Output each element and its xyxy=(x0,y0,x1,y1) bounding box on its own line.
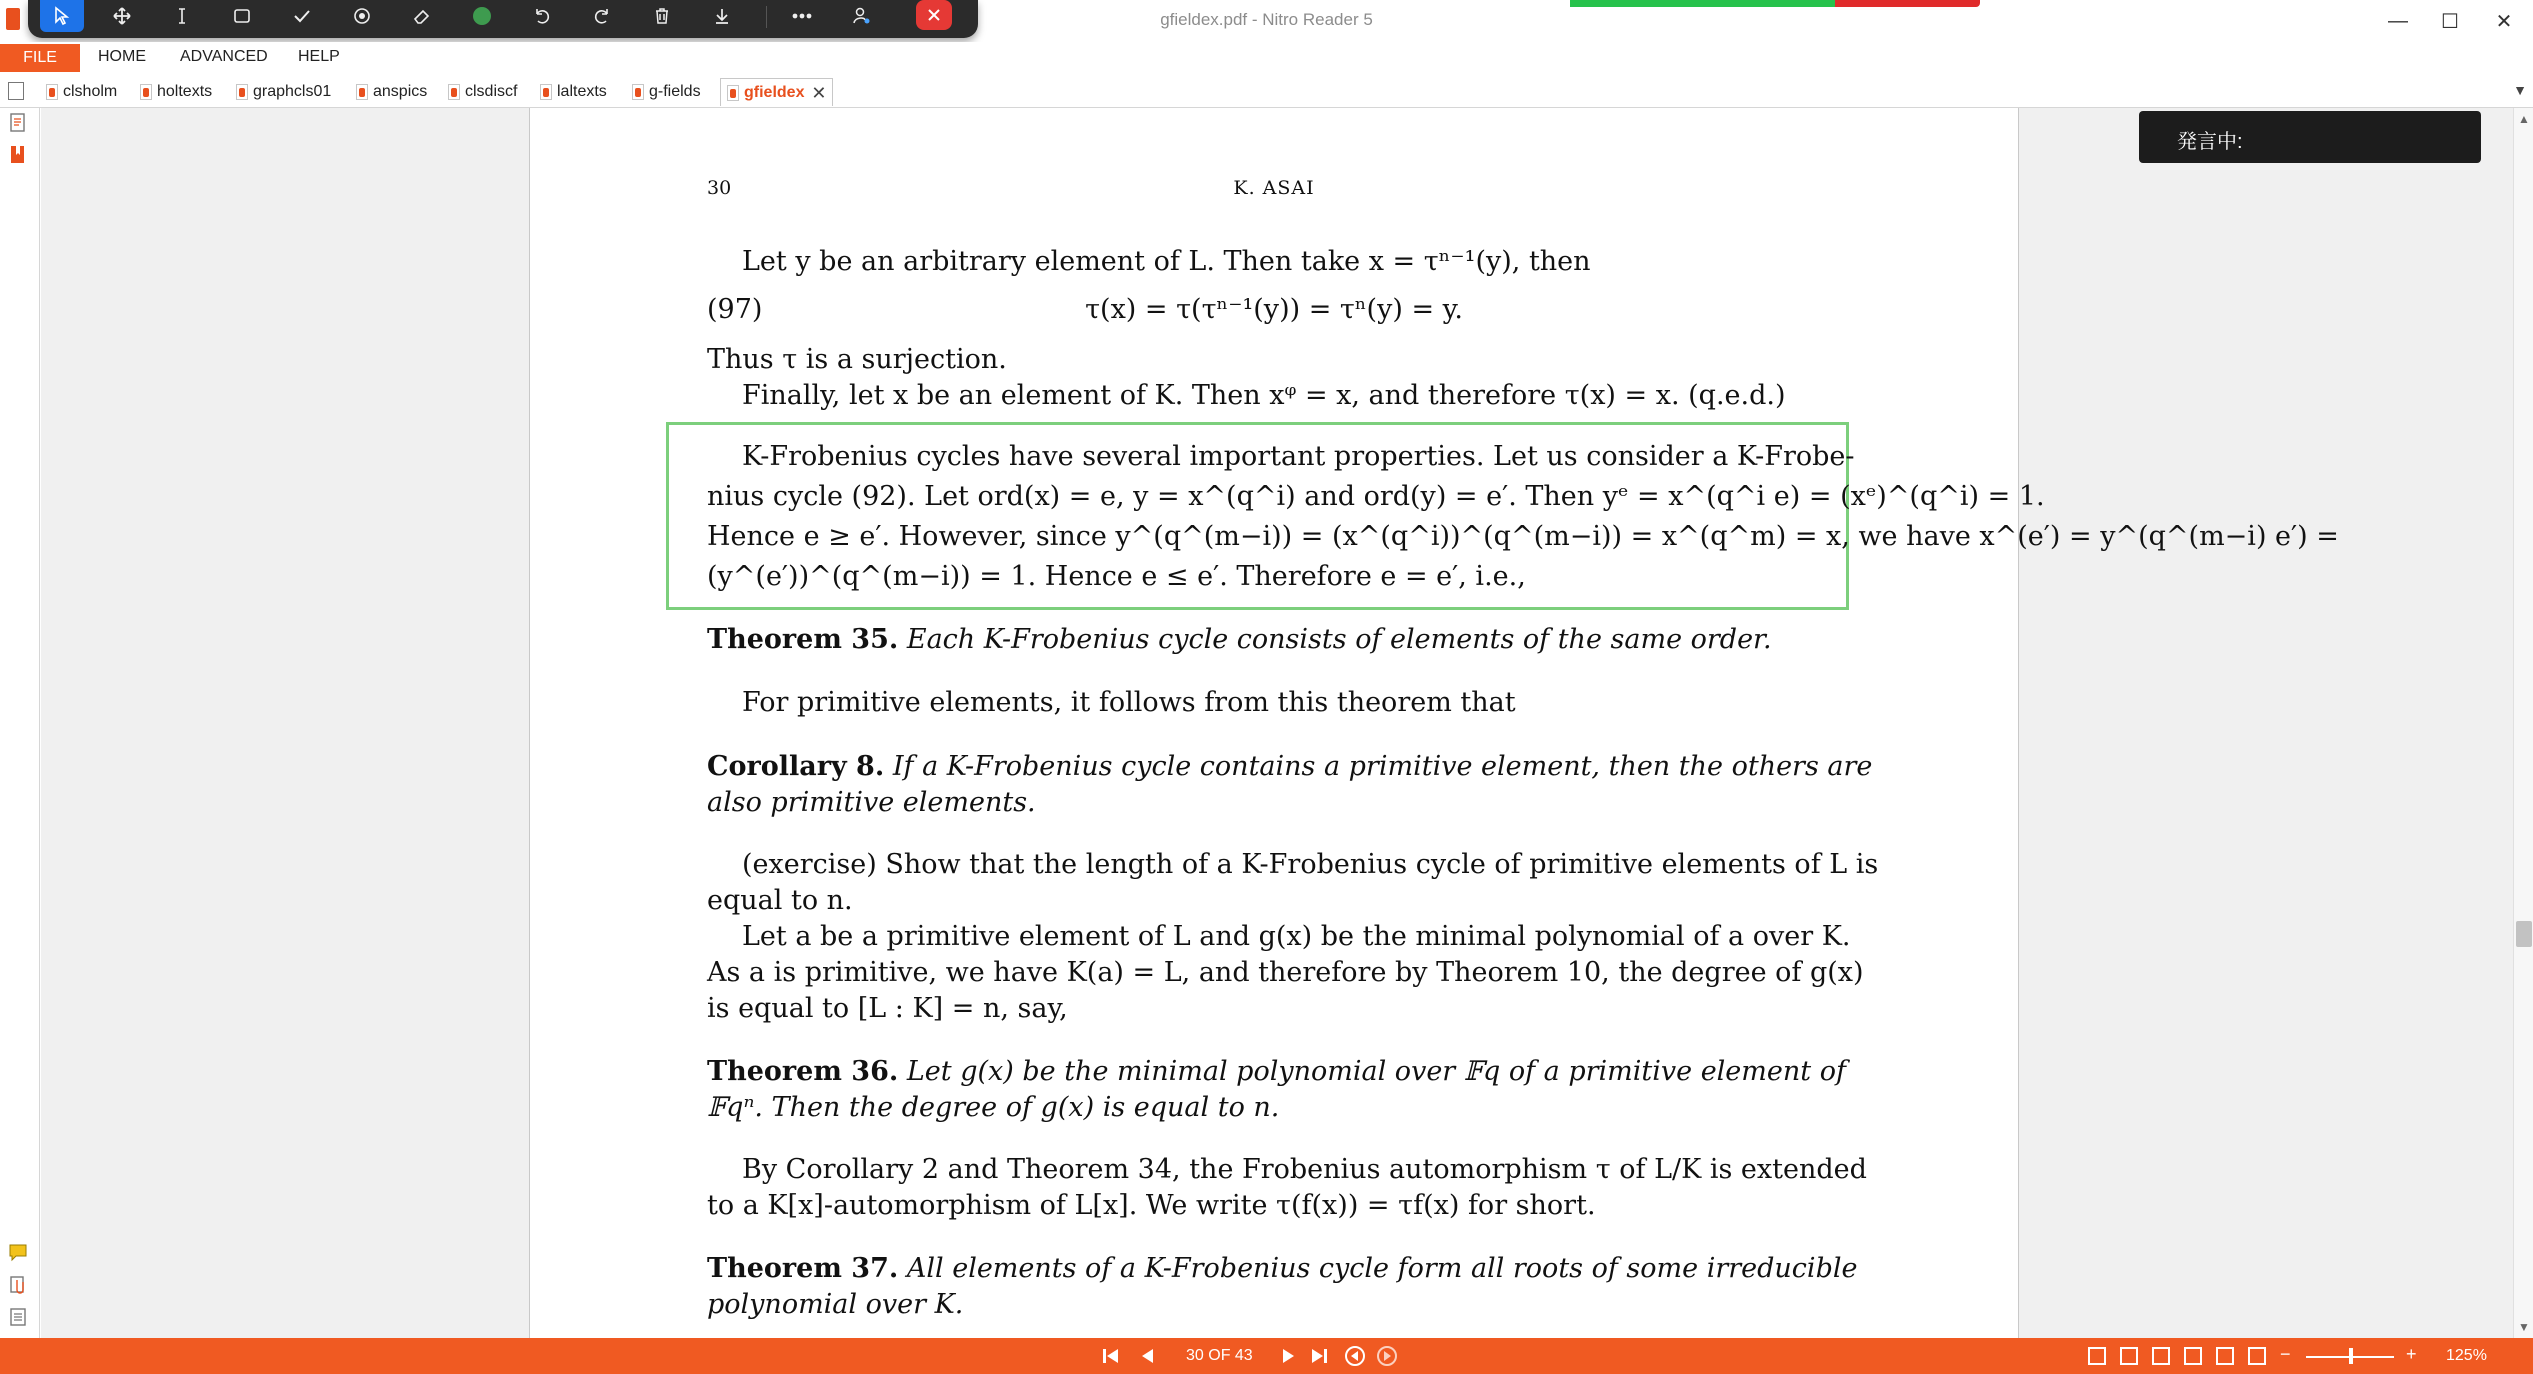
eraser-tool-button[interactable] xyxy=(400,0,444,32)
eraser-icon xyxy=(412,6,432,26)
move-icon xyxy=(112,6,132,26)
status-bar xyxy=(0,1338,2533,1374)
speech-status-overlay: 発言中: xyxy=(2139,111,2481,163)
forward-circle-icon xyxy=(1376,1345,1398,1367)
text-line: K-Frobenius cycles have several important properties. Let us consider a K-Frobe- xyxy=(742,441,1855,472)
menu-advanced[interactable]: ADVANCED xyxy=(180,48,268,65)
text-line: also primitive elements. xyxy=(707,787,1036,818)
presenter-button[interactable] xyxy=(840,0,884,32)
document-tabs xyxy=(0,74,2533,108)
bookmarks-panel-icon[interactable] xyxy=(8,144,28,166)
window-title: gfieldex.pdf - Nitro Reader 5 xyxy=(1160,10,1373,29)
tab-g-fields[interactable] xyxy=(632,78,701,106)
full-screen-icon[interactable] xyxy=(2248,1347,2266,1365)
text-line: Hence e ≥ e′. However, since y^(q^(m−i)) = (x^(q^i))^(q^(m−i)) = x^(q^m) = x, we have x^(e′) = y^(q^(m−i) e′) = xyxy=(707,521,2339,552)
theorem-36 xyxy=(707,1054,1846,1090)
tab-label: laltexts xyxy=(557,83,607,100)
pointer-icon xyxy=(52,6,72,26)
output-panel-icon[interactable] xyxy=(8,1306,28,1328)
tab-label: holtexts xyxy=(157,83,213,100)
left-panel-rail xyxy=(0,108,40,1338)
fit-width-icon[interactable] xyxy=(2216,1347,2234,1365)
menu-home[interactable]: HOME xyxy=(98,48,146,65)
tab-list-dropdown-icon[interactable]: ▼ xyxy=(2513,82,2527,98)
attachments-panel-icon[interactable] xyxy=(8,1274,28,1296)
tab-label: clsdiscf xyxy=(465,83,518,100)
delete-button[interactable] xyxy=(640,0,684,32)
text-line: polynomial over K. xyxy=(707,1289,964,1320)
theorem-heading: Theorem 36. xyxy=(707,1056,899,1087)
text-line: to a K[x]-automorphism of L[x]. We write τ(f(x)) = τf(x) for short. xyxy=(707,1190,1596,1221)
color-dot-icon xyxy=(471,5,493,27)
pdf-file-icon xyxy=(632,84,644,100)
page-indicator[interactable]: 30 OF 43 xyxy=(1186,1347,1253,1364)
pdf-file-icon xyxy=(448,84,460,100)
back-view-button[interactable] xyxy=(1344,1345,1366,1367)
text-line: Thus τ is a surjection. xyxy=(707,344,1007,375)
toolbar-separator xyxy=(766,6,767,28)
facing-continuous-view-icon[interactable] xyxy=(2184,1347,2202,1365)
person-gear-icon xyxy=(852,6,872,26)
pan-tool-button[interactable] xyxy=(100,0,144,32)
text-line: is equal to [L : K] = n, say, xyxy=(707,993,1068,1024)
next-page-button[interactable] xyxy=(1278,1345,1300,1367)
more-options-button[interactable] xyxy=(780,0,824,32)
target-icon xyxy=(352,6,372,26)
corollary-heading: Corollary 8. xyxy=(707,751,885,782)
page-number: 30 xyxy=(707,177,732,199)
theorem-statement: Let g(x) be the minimal polynomial over 𝔽q of a primitive element of xyxy=(906,1056,1846,1087)
running-header: K. ASAI xyxy=(1233,177,1315,199)
next-page-icon xyxy=(1279,1346,1299,1366)
last-page-icon xyxy=(1308,1346,1330,1366)
theorem-statement: Each K-Frobenius cycle consists of elements of the same order. xyxy=(906,624,1772,655)
previous-page-icon xyxy=(1137,1346,1157,1366)
checkmark-icon xyxy=(292,6,312,26)
close-toolbar-button[interactable] xyxy=(916,0,952,30)
download-icon xyxy=(712,6,732,26)
pdf-file-icon xyxy=(727,85,739,101)
tab-label: graphcls01 xyxy=(253,83,332,100)
tab-anspics[interactable] xyxy=(356,78,427,106)
corollary-statement: If a K-Frobenius cycle contains a primitive element, then the others are xyxy=(892,751,1873,782)
zoom-slider-thumb[interactable] xyxy=(2349,1348,2353,1364)
text-line: As a is primitive, we have K(a) = L, and therefore by Theorem 10, the degree of g(x) xyxy=(707,957,1864,988)
maximize-button[interactable]: ☐ xyxy=(2441,10,2459,33)
tab-clsdiscf[interactable] xyxy=(448,78,517,106)
text-line: Let a be a primitive element of L and g(x) be the minimal polynomial of a over K. xyxy=(742,921,1851,952)
facing-view-icon[interactable] xyxy=(2152,1347,2170,1365)
trash-icon xyxy=(652,6,672,26)
pdf-file-icon xyxy=(356,84,368,100)
pdf-file-icon xyxy=(46,84,58,100)
text-line: equal to n. xyxy=(707,885,853,916)
tab-gfieldex[interactable] xyxy=(720,78,833,106)
pages-panel-icon[interactable] xyxy=(8,112,28,134)
check-tool-button[interactable] xyxy=(280,0,324,32)
equation-97: τ(x) = τ(τⁿ⁻¹(y)) = τⁿ(y) = y. xyxy=(1085,294,1463,325)
redo-icon xyxy=(592,6,612,26)
text-line: (exercise) Show that the length of a K-Frobenius cycle of primitive elements of L is xyxy=(742,849,1879,880)
color-picker-button[interactable] xyxy=(460,0,504,32)
zoom-out-button[interactable]: − xyxy=(2280,1344,2291,1364)
pdf-file-icon xyxy=(140,84,152,100)
last-page-button[interactable] xyxy=(1308,1345,1330,1367)
close-icon xyxy=(925,6,943,24)
theorem-37 xyxy=(707,1251,1858,1287)
tab-holtexts[interactable] xyxy=(140,78,212,106)
scroll-thumb[interactable] xyxy=(2516,921,2532,947)
pdf-file-icon xyxy=(236,84,248,100)
document-viewport[interactable] xyxy=(41,108,2513,1338)
zoom-in-button[interactable]: + xyxy=(2406,1344,2417,1364)
scroll-up-icon[interactable]: ▲ xyxy=(2518,112,2530,126)
rectangle-icon xyxy=(232,6,252,26)
previous-page-button[interactable] xyxy=(1136,1345,1158,1367)
text-cursor-icon xyxy=(172,6,192,26)
progress-bar-green xyxy=(1570,0,1835,7)
undo-icon xyxy=(532,6,552,26)
text-line: By Corollary 2 and Theorem 34, the Frobenius automorphism τ of L/K is extended xyxy=(742,1154,1867,1185)
vertical-scrollbar[interactable] xyxy=(2513,108,2533,1338)
forward-view-button[interactable] xyxy=(1376,1345,1398,1367)
equation-label: (97) xyxy=(707,294,763,325)
text-line: nius cycle (92). Let ord(x) = e, y = x^(q^i) and ord(y) = e′. Then yᵉ = x^(q^i e) = (xᵉ)^(q^i) = 1. xyxy=(707,481,2045,512)
close-window-button[interactable]: ✕ xyxy=(2495,10,2513,33)
theorem-heading: Theorem 35. xyxy=(707,624,899,655)
theorem-35 xyxy=(707,622,1827,658)
tab-close-icon[interactable]: ✕ xyxy=(811,83,827,103)
tab-clsholm[interactable] xyxy=(46,78,117,106)
corollary-8 xyxy=(707,749,1873,785)
continuous-view-icon[interactable] xyxy=(2120,1347,2138,1365)
tab-label: gfieldex xyxy=(744,83,805,101)
text-line: Let y be an arbitrary element of L. Then take x = τⁿ⁻¹(y), then xyxy=(742,246,1591,277)
theorem-heading: Theorem 37. xyxy=(707,1253,899,1284)
tab-label: g-fields xyxy=(649,83,701,100)
minimize-button[interactable]: — xyxy=(2388,9,2408,32)
menu-file[interactable]: FILE xyxy=(0,44,80,72)
first-page-button[interactable] xyxy=(1100,1345,1122,1367)
redo-button[interactable] xyxy=(580,0,624,32)
tab-graphcls01[interactable] xyxy=(236,78,331,106)
tab-laltexts[interactable] xyxy=(540,78,607,106)
panel-toggle-icon[interactable] xyxy=(8,82,24,100)
annotation-toolbar xyxy=(28,0,978,38)
single-page-view-icon[interactable] xyxy=(2088,1347,2106,1365)
text-tool-button[interactable] xyxy=(160,0,204,32)
text-line: 𝔽qⁿ. Then the degree of g(x) is equal to n. xyxy=(707,1092,1280,1123)
pdf-file-icon xyxy=(540,84,552,100)
undo-button[interactable] xyxy=(520,0,564,32)
select-tool-button[interactable] xyxy=(40,0,84,32)
menu-help[interactable]: HELP xyxy=(298,48,340,65)
tab-label: clsholm xyxy=(63,83,118,100)
text-line: (y^(e′))^(q^(m−i)) = 1. Hence e ≤ e′. Therefore e = e′, i.e., xyxy=(707,561,1526,592)
progress-bar-red xyxy=(1835,0,1980,7)
tab-label: anspics xyxy=(373,83,428,100)
comments-panel-icon[interactable] xyxy=(8,1242,28,1264)
ribbon-menu xyxy=(0,42,2533,72)
shape-tool-button[interactable] xyxy=(220,0,264,32)
scroll-down-icon[interactable]: ▼ xyxy=(2518,1320,2530,1334)
text-line: For primitive elements, it follows from this theorem that xyxy=(742,687,1516,718)
stamp-tool-button[interactable] xyxy=(340,0,384,32)
first-page-icon xyxy=(1100,1346,1122,1366)
download-button[interactable] xyxy=(700,0,744,32)
zoom-level[interactable]: 125% xyxy=(2446,1347,2487,1364)
ellipsis-icon xyxy=(790,6,814,26)
back-circle-icon xyxy=(1344,1345,1366,1367)
text-line: Finally, let x be an element of K. Then xᵠ = x, and therefore τ(x) = x. (q.e.d.) xyxy=(742,380,1786,411)
theorem-statement: All elements of a K-Frobenius cycle form all roots of some irreducible xyxy=(906,1253,1858,1284)
